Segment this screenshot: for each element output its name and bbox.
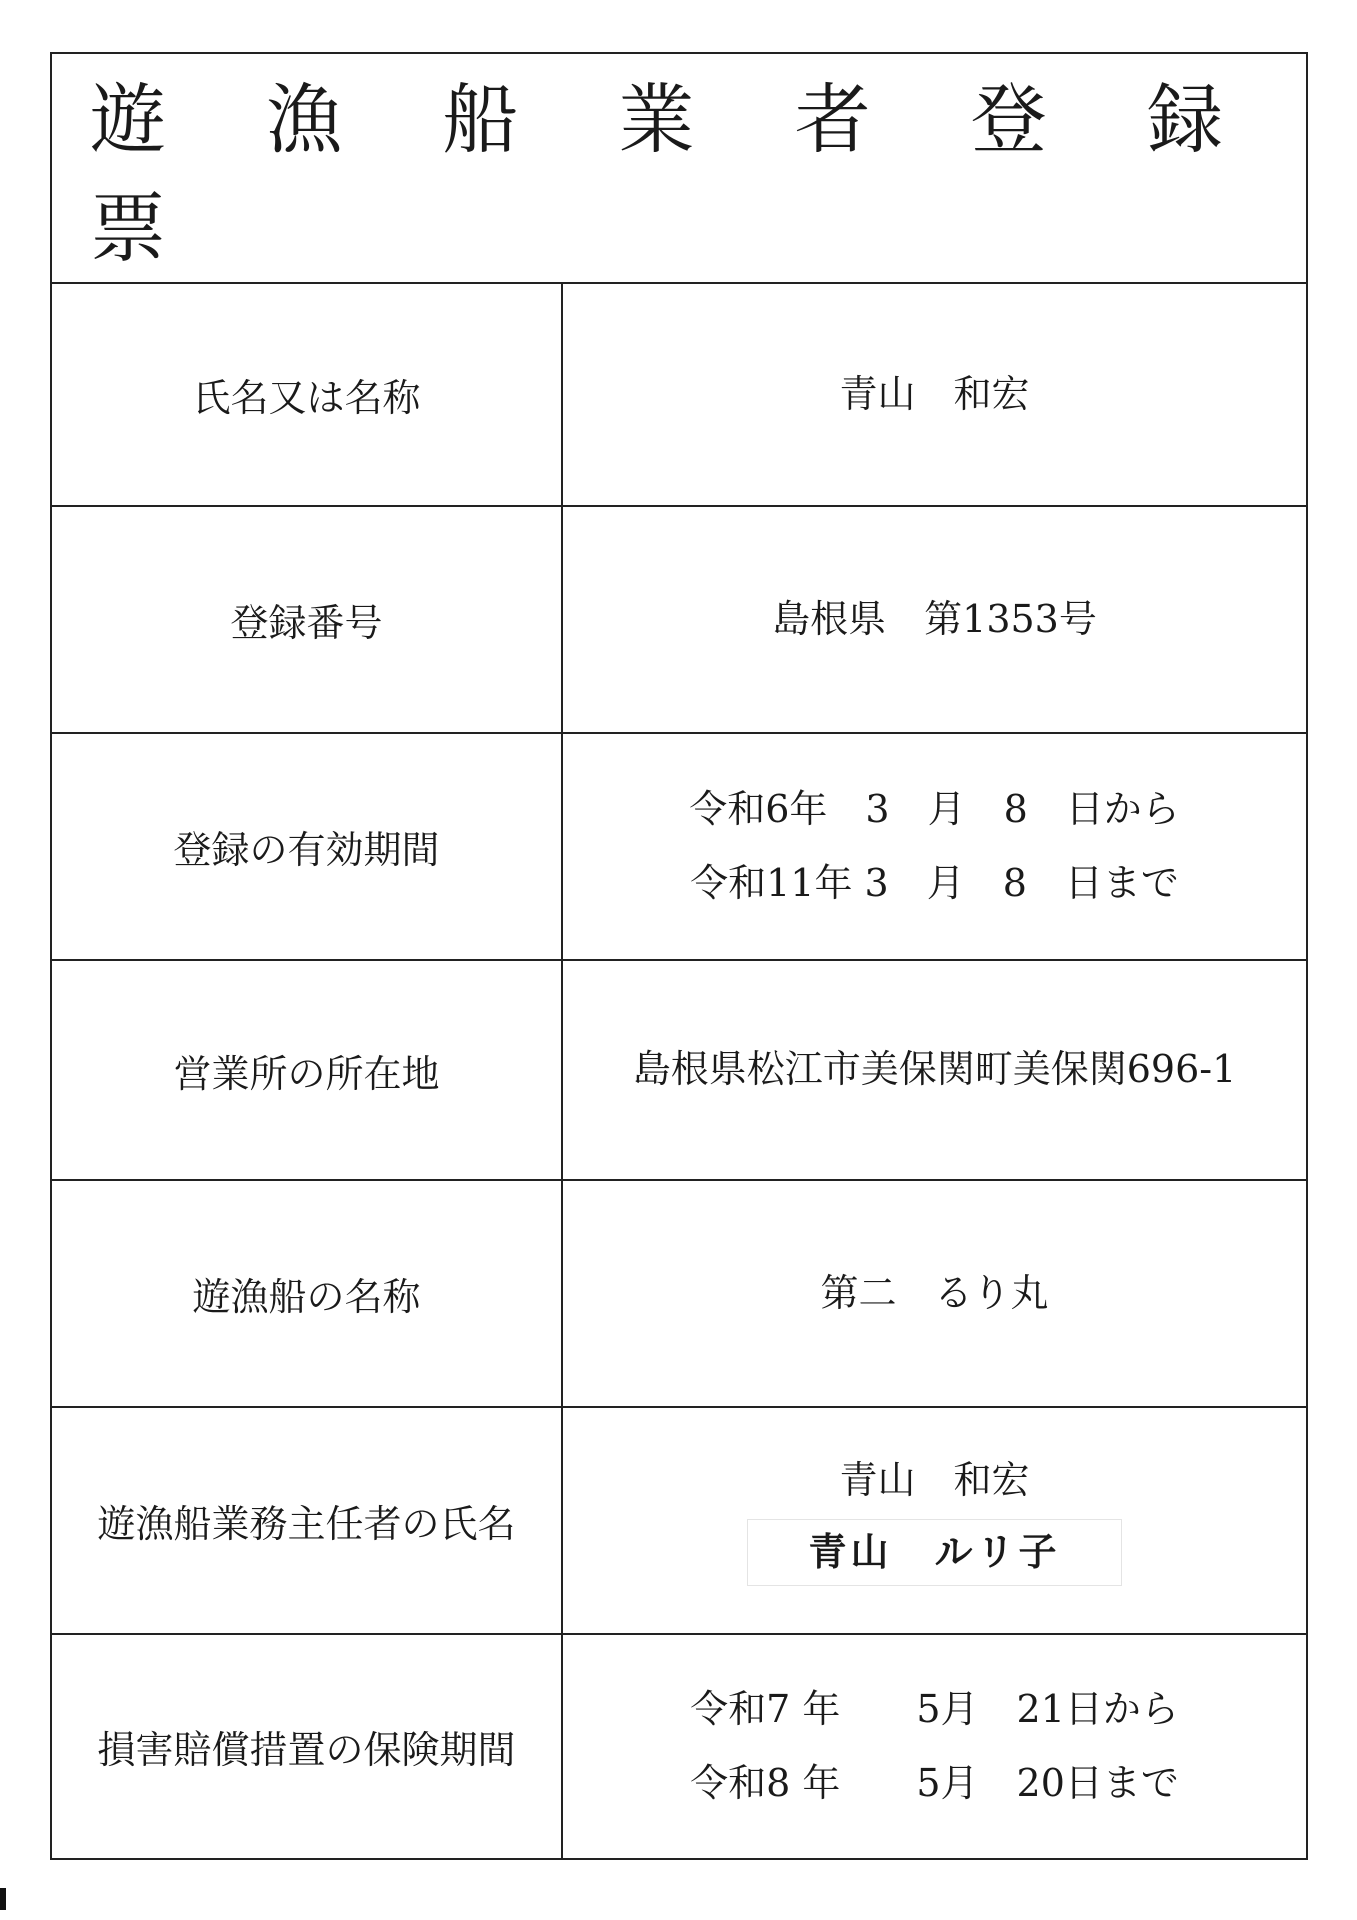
document-title: 遊 漁 船 業 者 登 録 票 (52, 54, 1306, 284)
validity-end: 令和11年 3 月 8 日まで (690, 860, 1179, 905)
validity-start: 令和6年 3 月 8 日から (689, 787, 1180, 832)
value-office-address (563, 961, 1306, 1179)
label-chief-officer: 遊漁船業務主任者の氏名 (52, 1408, 563, 1633)
label-validity-period: 登録の有効期間 (52, 734, 563, 959)
row-chief-officer (52, 1408, 1306, 1635)
label-vessel-name: 遊漁船の名称 (52, 1181, 563, 1406)
row-insurance-period (52, 1635, 1306, 1858)
row-name (52, 284, 1306, 507)
insurance-start: 令和7 年 5月 21日から (690, 1687, 1179, 1732)
value-registration-number (563, 507, 1306, 732)
value-validity-period (563, 734, 1306, 959)
label-registration-number: 登録番号 (52, 507, 563, 732)
label-office-address: 営業所の所在地 (52, 961, 563, 1179)
office-address: 島根県松江市美保関町美保関696-1 (632, 1047, 1237, 1092)
value-vessel-name (563, 1181, 1306, 1406)
row-vessel-name (52, 1181, 1306, 1408)
value-name (563, 284, 1306, 505)
row-office-address (52, 961, 1306, 1181)
chief-officer-name-sticker: 青山 ルリ子 (748, 1520, 1120, 1585)
operator-name: 青山 和宏 (839, 371, 1030, 416)
row-registration-number (52, 507, 1306, 734)
value-chief-officer (563, 1408, 1306, 1633)
scan-edge-mark (0, 1888, 6, 1910)
value-insurance-period (563, 1635, 1306, 1858)
row-validity-period (52, 734, 1306, 961)
vessel-name: 第二 るり丸 (820, 1270, 1049, 1315)
label-name: 氏名又は名称 (52, 284, 563, 505)
chief-officer-name: 青山 和宏 (839, 1458, 1030, 1503)
label-insurance-period: 損害賠償措置の保険期間 (52, 1635, 563, 1858)
registration-number: 島根県 第1353号 (772, 596, 1097, 641)
registration-certificate (50, 52, 1308, 1860)
insurance-end: 令和8 年 5月 20日まで (690, 1760, 1179, 1805)
